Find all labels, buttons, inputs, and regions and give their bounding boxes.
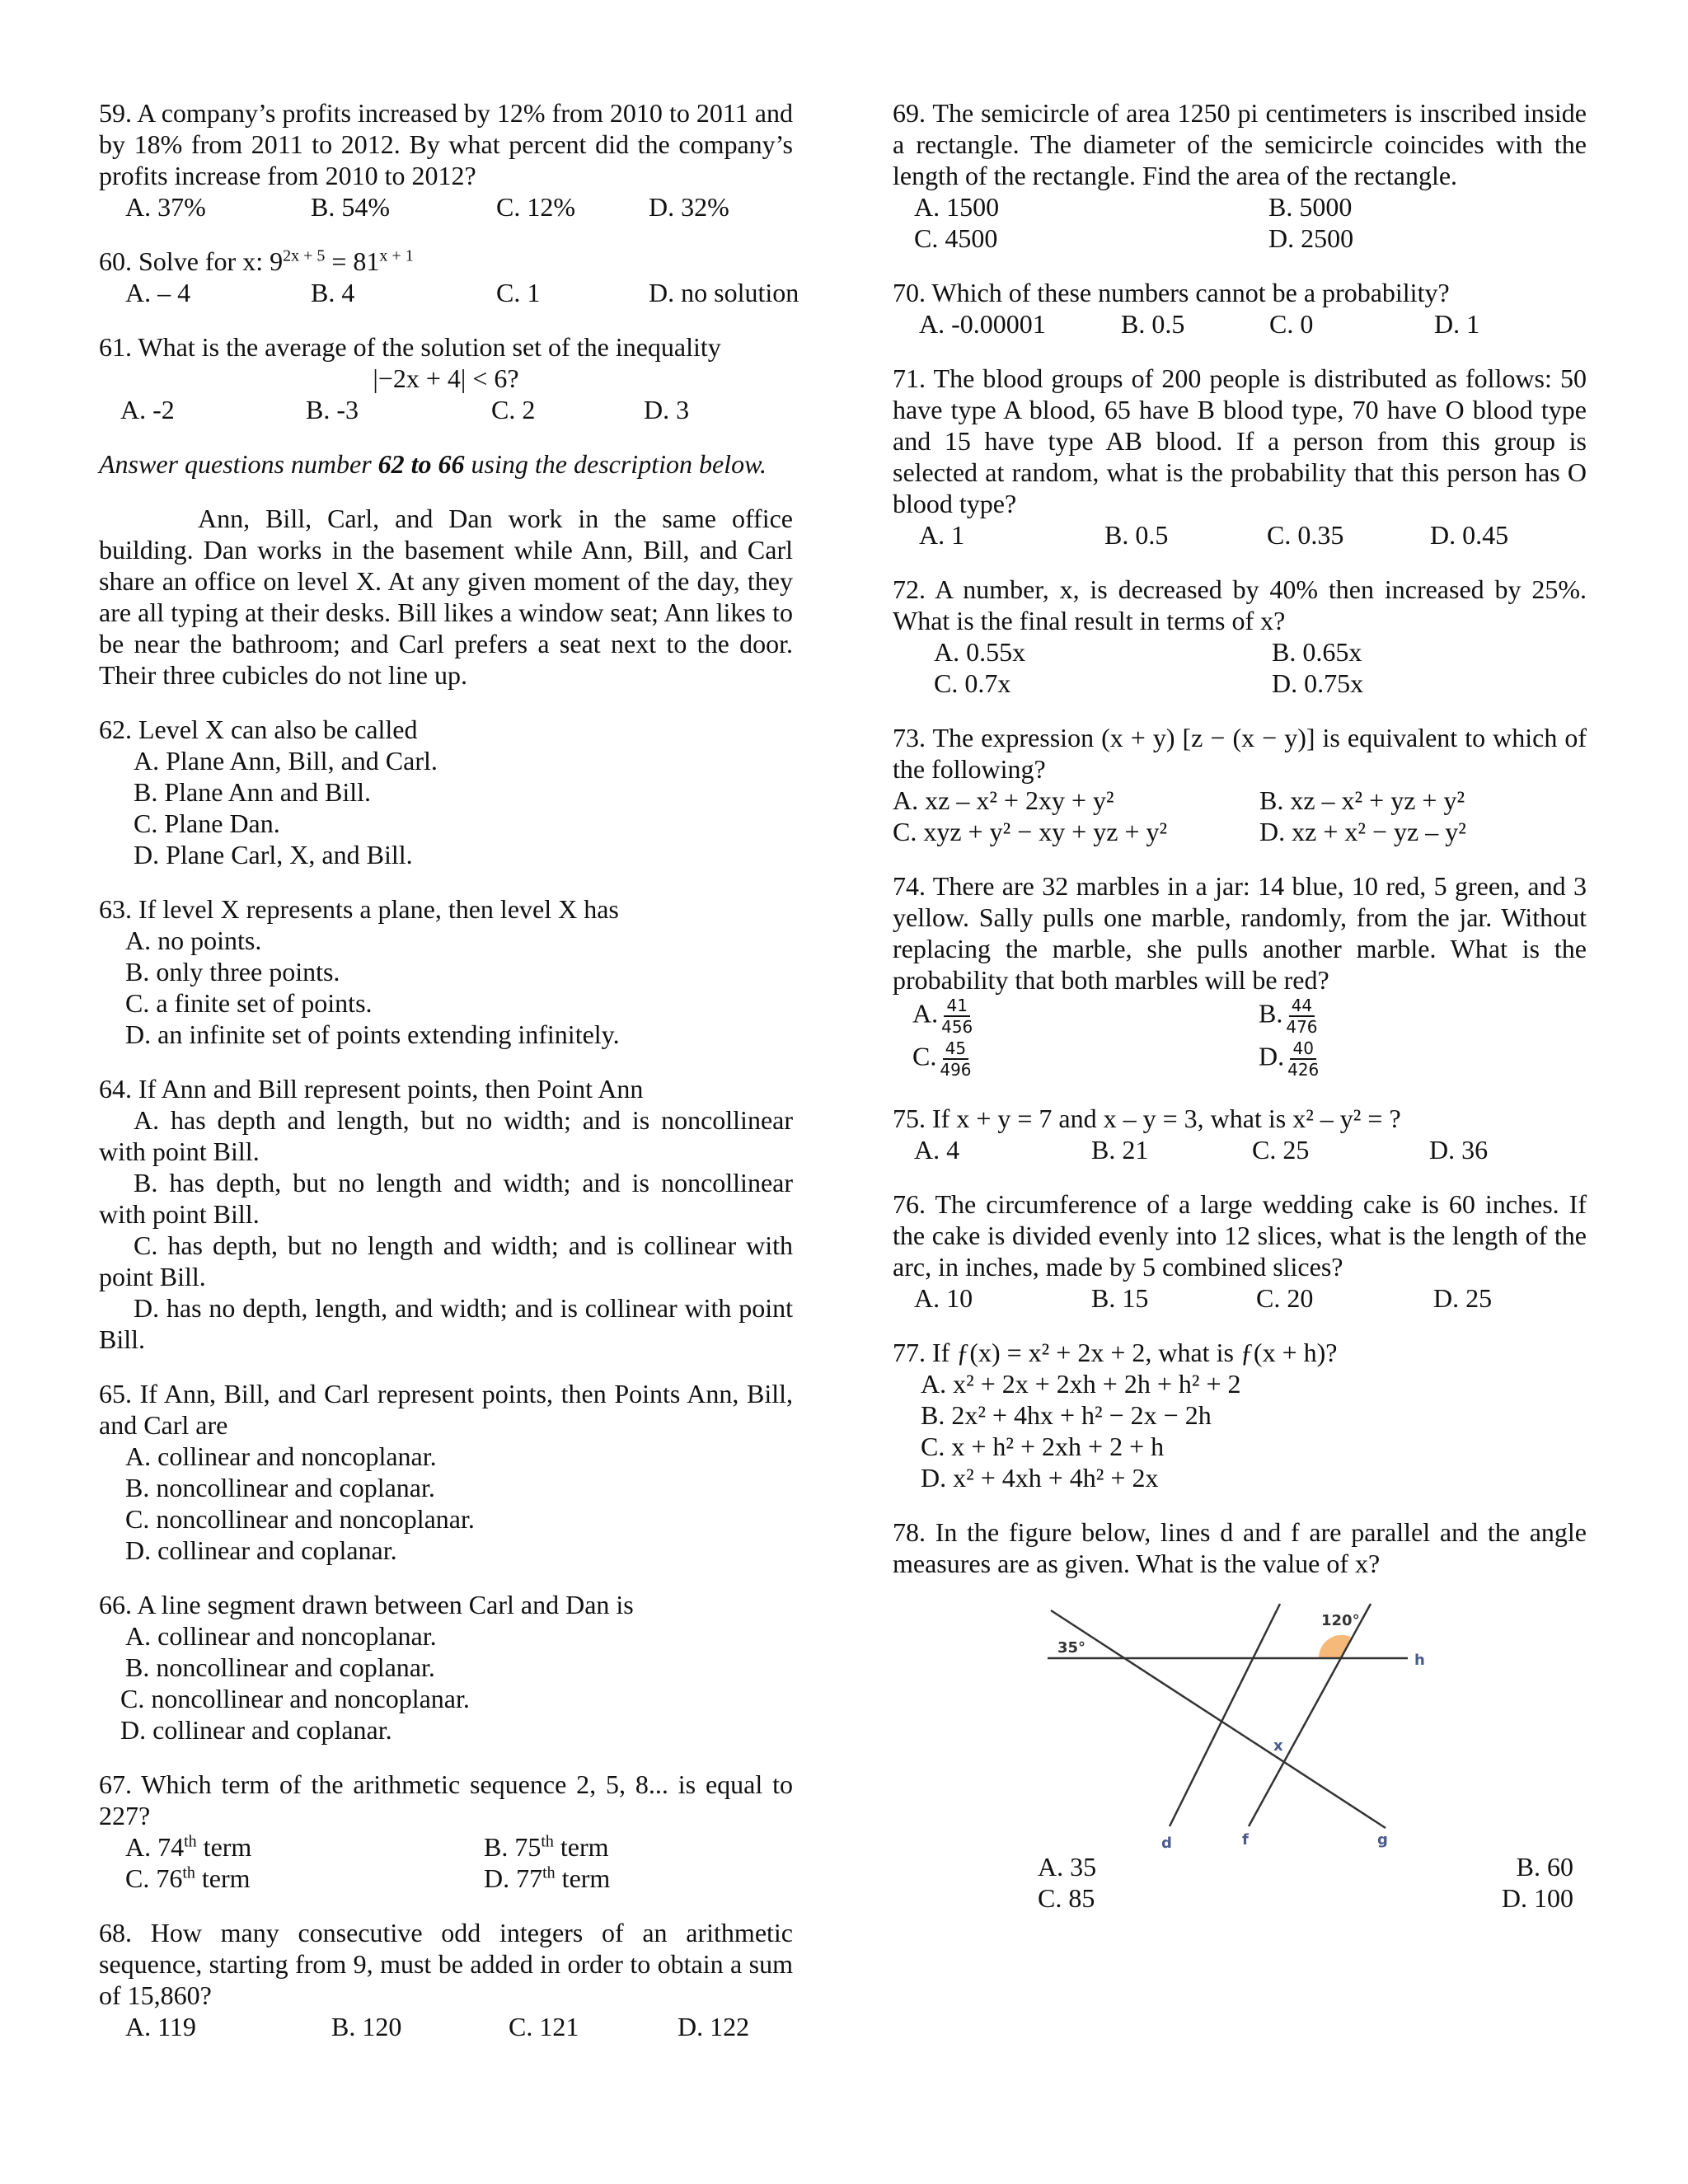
option-a: A. 4 [914,1135,960,1165]
option-b: B. -3 [306,395,359,424]
option-b: B. noncollinear and coplanar. [125,1473,435,1502]
option-d: D. has no depth, length, and width; and is collinear with point Bill. [99,1293,793,1354]
fraction [941,996,973,1037]
fraction [1287,1038,1319,1080]
answer-options [893,636,1587,699]
option-c: C. has depth, but no length and width; and is collinear with point Bill. [99,1230,793,1291]
option-b: B. 5000 [1268,192,1353,222]
option-b: B. 15 [1091,1283,1149,1313]
option-text: A. 74 [125,1832,185,1862]
stem-prefix: 60. Solve for x: 9 [99,246,284,276]
option-b: B. 0.65x [1272,637,1362,667]
answer-options [893,519,1587,551]
line-h-label: h [1414,1652,1425,1669]
option-c: C. noncollinear and noncoplanar. [125,1504,475,1534]
option-a: A. -0.00001 [919,309,1046,339]
question-stem: 62. Level X can also be called [99,715,418,744]
option-label: C. [912,1041,937,1071]
option-b: B. only three points. [125,957,340,987]
option-d [484,1863,814,1894]
option-c: C. 1 [496,278,541,307]
option-b: B. Plane Ann and Bill. [134,777,371,807]
question-75 [893,1103,1587,1165]
answer-options [893,308,1587,340]
numerator: 44 [1289,996,1315,1017]
option-text: D. 77 [484,1863,543,1893]
question-stem: 78. In the figure below, lines d and f are parallel and the angle measures are as given. What is the value of x? [893,1517,1587,1578]
option-b: B. 0.5 [1121,309,1185,339]
answer-options [99,277,799,308]
option-a: A. 1 [919,520,965,550]
denominator: 426 [1287,1060,1320,1080]
denominator: 476 [1286,1017,1318,1037]
option-d [1259,1038,1588,1080]
question-67 [99,1769,793,1894]
option-b: B. xz – x² + yz + y² [1259,785,1465,815]
answer-options [99,1620,793,1746]
parallel-lines-figure [893,1579,1587,1851]
option-text: C. 76 [125,1863,183,1893]
option-d: D. no solution [649,278,799,307]
question-76 [893,1188,1587,1314]
option-d: D. 32% [649,192,729,222]
question-64 [99,1073,793,1355]
question-66 [99,1589,793,1746]
option-d: D. 0.75x [1272,668,1364,698]
angle-x-label: x [1273,1737,1283,1755]
option-label: D. [1259,1041,1285,1071]
option-a [125,1831,484,1863]
question-stem: 65. If Ann, Bill, and Carl represent points, then Points Ann, Bill, and Carl are [99,1379,793,1440]
exponent-2: x + 1 [379,246,414,265]
passage: Ann, Bill, Carl, and Dan work in the same office building. Dan works in the basement while Ann, Bill, and Carl share an office on level X. At any given moment of the day, they are all typing at their desks. Bill likes a window seat; Ann likes to be near the bathroom; and Carl prefers a seat next to the door. Their three cubicles do not line up. [99,504,793,690]
option-c: C. 121 [509,2012,579,2041]
answer-options [99,1831,793,1894]
line-f-label: f [1242,1831,1249,1849]
option-b: B. noncollinear and coplanar. [125,1652,435,1682]
question-63 [99,893,793,1050]
line-g-label: g [1377,1831,1388,1849]
option-a: A. 1500 [914,192,1000,222]
question-68 [99,1917,793,2042]
option-d: D. 0.45 [1430,520,1509,550]
denominator: 456 [941,1017,973,1037]
option-c: C. a finite set of points. [125,988,373,1018]
option-b [484,1831,814,1863]
question-stem: 67. Which term of the arithmetic sequence 2, 5, 8... is equal to 227? [99,1769,793,1830]
question-71 [893,363,1587,551]
option-b: B. 4 [311,278,355,307]
option-c: C. 0.35 [1267,520,1344,550]
option-c: C. 25 [1252,1135,1310,1165]
option-a: A. no points. [125,926,262,955]
figure-svg [893,1579,1587,1851]
denominator: 496 [940,1060,972,1080]
option-text: B. 75 [484,1832,542,1862]
left-column [99,97,799,2065]
fraction [940,1038,971,1080]
numerator: 40 [1290,1038,1315,1060]
question-stem: 61. What is the average of the solution set of the inequality [99,332,721,362]
option-label: B. [1259,998,1283,1029]
option-b: B. 120 [331,2012,402,2041]
ordinal-suffix: th [184,1832,197,1851]
answer-options [893,1851,1587,1914]
option-b: B. has depth, but no length and width; and is noncollinear with point Bill. [99,1168,793,1229]
option-c: C. 4500 [914,223,998,253]
answer-options [893,996,1587,1080]
option-d: D. 2500 [1268,223,1354,253]
question-72 [893,574,1587,699]
answer-options [99,394,793,425]
line-f [1249,1604,1371,1826]
answer-options [99,745,793,870]
option-b: B. 2x² + 4hx + h² − 2x − 2h [921,1400,1212,1430]
option-a [912,996,1259,1037]
option-d: D. 36 [1429,1135,1489,1165]
question-59 [99,97,793,223]
option-c: C. noncollinear and noncoplanar. [120,1684,470,1713]
option-a: A. x² + 2x + 2xh + 2h + h² + 2 [921,1369,1241,1399]
option-b: B. 0.5 [1104,520,1169,550]
option-c [125,1863,484,1894]
option-a: A. collinear and noncoplanar. [125,1621,437,1651]
option-a: A. 35 [1038,1852,1097,1882]
option-c: C. x + h² + 2xh + 2 + h [921,1432,1165,1461]
question-69 [893,97,1587,254]
option-d: D. 1 [1434,309,1480,339]
option-c: C. Plane Dan. [134,808,280,838]
answer-options [99,1441,793,1566]
option-a: A. Plane Ann, Bill, and Carl. [134,746,438,776]
option-a: A. xz – x² + 2xy + y² [893,785,1114,815]
option-b: B. 21 [1091,1135,1149,1165]
question-78 [893,1516,1587,1914]
option-b [1259,996,1588,1037]
right-column [893,97,1587,1937]
option-d: D. 3 [644,395,690,424]
option-a: A. collinear and noncoplanar. [125,1441,437,1471]
stem-mid: = 81 [325,246,380,276]
option-a: A. has depth and length, but no width; and is noncollinear with point Bill. [99,1105,793,1166]
option-d: D. collinear and coplanar. [125,1535,397,1565]
question-stem: 76. The circumference of a large wedding cake is 60 inches. If the cake is divided evenly into 12 slices, what is the length of the arc, in inches, made by 5 combined slices? [893,1189,1587,1282]
instruction-pre: Answer questions number [99,449,378,479]
question-73 [893,722,1587,847]
answer-options [893,191,1587,254]
option-label: A. [912,998,939,1029]
numerator: 45 [943,1038,968,1060]
question-77 [893,1337,1587,1493]
instruction-bold: 62 to 66 [377,449,465,479]
option-d: D. collinear and coplanar. [120,1715,392,1745]
option-a: A. 37% [125,192,206,222]
question-60 [99,246,799,308]
answer-options [893,1368,1587,1493]
question-stem: 70. Which of these numbers cannot be a probability? [893,278,1450,307]
option-c: C. 12% [496,192,575,222]
angle-35-label: 35° [1057,1639,1086,1657]
question-stem: 59. A company’s profits increased by 12% from 2010 to 2011 and by 18% from 2011 to 2012. By what percent did the company’s profits increase from 2010 to 2012? [99,98,793,190]
option-a: A. 119 [125,2012,196,2041]
option-text-end: term [555,1863,611,1893]
fraction [1286,996,1317,1037]
question-65 [99,1378,793,1566]
question-stem: 63. If level X represents a plane, then level X has [99,894,619,924]
option-c: C. xyz + y² − xy + yz + y² [893,817,1168,846]
line-d [1170,1604,1280,1826]
option-text-end: term [553,1832,609,1862]
answer-options [99,925,793,1050]
question-stem: 72. A number, x, is decreased by 40% then increased by 25%. What is the final result in terms of x? [893,574,1587,635]
answer-options [893,1134,1587,1165]
option-d: D. 25 [1433,1283,1493,1313]
option-d: D. Plane Carl, X, and Bill. [134,840,413,869]
option-a: A. -2 [120,395,175,424]
question-stem: 68. How many consecutive odd integers of an arithmetic sequence, starting from 9, must be added in order to obtain a sum of 15,860? [99,1918,793,2010]
option-a: A. – 4 [125,278,191,307]
question-stem: 77. If ƒ(x) = x² + 2x + 2, what is ƒ(x + h)? [893,1338,1338,1367]
question-stem: 71. The blood groups of 200 people is distributed as follows: 50 have type A blood, 65 have B blood type, 70 have O blood type and 15 have type AB blood. If a person from this group is selected at random, what is the probability that this person has O blood type? [893,363,1587,518]
option-c: C. 2 [491,395,536,424]
option-c: C. 20 [1256,1283,1314,1313]
option-d: D. x² + 4xh + 4h² + 2x [921,1463,1159,1493]
question-62 [99,714,793,870]
option-d: D. 100 [1501,1883,1573,1913]
option-d: D. an infinite set of points extending infinitely. [125,1019,620,1049]
question-stem: 73. The expression (x + y) [z − (x − y)] is equivalent to which of the following? [893,723,1587,784]
numerator: 41 [944,996,969,1017]
answer-options [99,191,793,223]
question-61 [99,331,793,425]
answer-options [893,785,1587,847]
question-stem [99,246,793,277]
line-d-label: d [1161,1835,1172,1851]
option-d: D. xz + x² − yz – y² [1259,817,1466,846]
option-b: B. 54% [311,192,390,222]
question-74 [893,870,1587,1080]
ordinal-suffix: th [542,1863,556,1882]
instruction-post: using the description below. [464,449,767,479]
answer-options [893,1282,1587,1314]
question-stem: 75. If x + y = 7 and x – y = 3, what is x² – y² = ? [893,1104,1401,1133]
question-stem: 69. The semicircle of area 1250 pi centimeters is inscribed inside a rectangle. The diameter of the semicircle coincides with the length of the rectangle. Find the area of the rectangle. [893,98,1587,190]
angle-120-label: 120° [1321,1612,1360,1629]
option-a: A. 10 [914,1283,973,1313]
option-c [912,1038,1259,1080]
option-c: C. 0.7x [934,668,1011,698]
ordinal-suffix: th [182,1863,195,1882]
option-c: C. 0 [1269,309,1314,339]
option-text-end: term [196,1832,252,1862]
section-instruction [99,448,793,480]
inequality: |−2x + 4| < 6? [373,363,519,393]
exponent-1: 2x + 5 [283,246,326,265]
question-stem: 66. A line segment drawn between Carl and Dan is [99,1590,634,1619]
question-stem: 74. There are 32 marbles in a jar: 14 blue, 10 red, 5 green, and 3 yellow. Sally pulls one marble, randomly, from the jar. Without replacing the marble, she pulls another marble. What is the probability that both marbles will be red? [893,871,1587,995]
option-d: D. 122 [678,2012,750,2041]
ordinal-suffix: th [541,1832,554,1851]
option-b: B. 60 [1516,1852,1573,1882]
option-text-end: term [195,1863,251,1893]
answer-options [99,2011,793,2042]
option-a: A. 0.55x [934,637,1026,667]
question-70 [893,277,1587,340]
question-stem: 64. If Ann and Bill represent points, then Point Ann [99,1074,644,1104]
option-c: C. 85 [1038,1883,1095,1913]
